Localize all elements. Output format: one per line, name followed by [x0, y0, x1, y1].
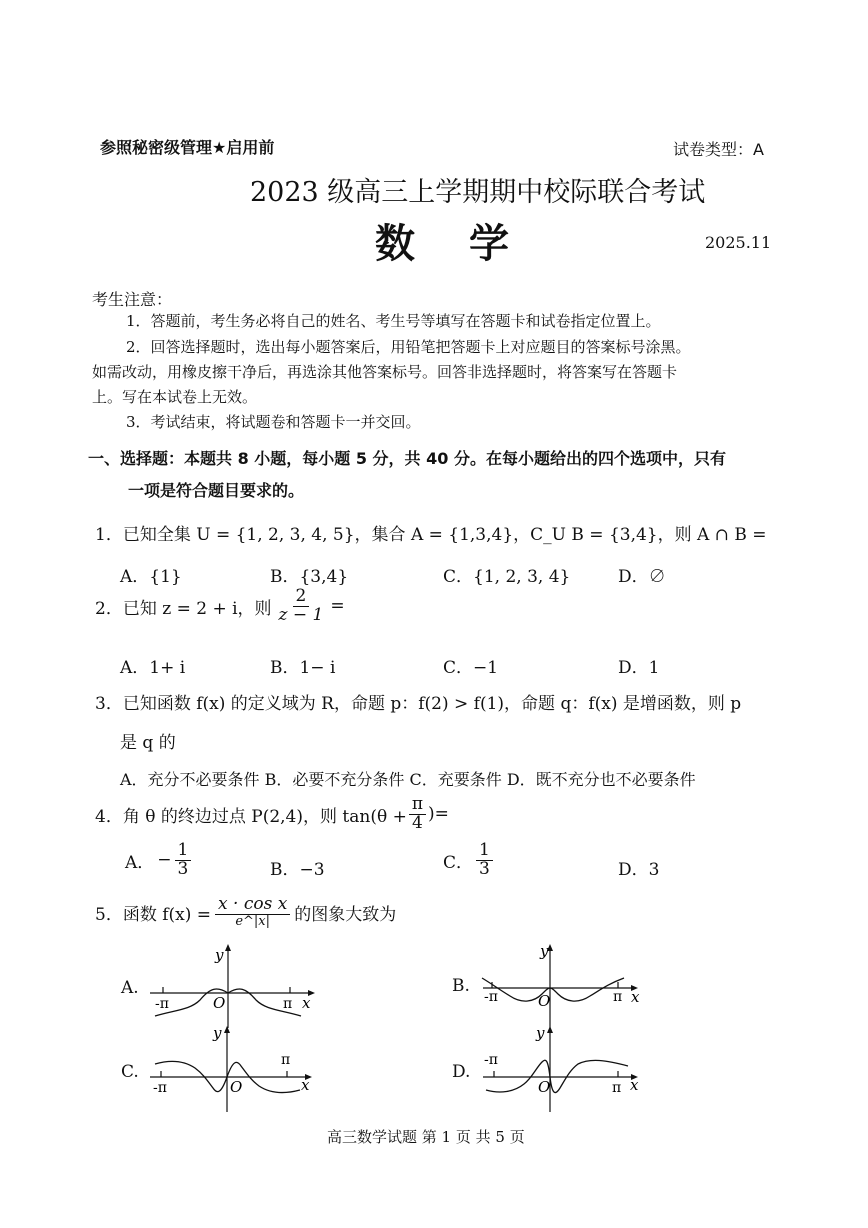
- question-1-option-c: C．{1, 2, 3, 4}: [443, 567, 571, 587]
- section-heading-line-1: 一、选择题：本题共 8 小题，每小题 5 分，共 40 分。在每小题给出的四个选项中，只有: [88, 449, 726, 468]
- question-5-fraction-numerator: x · cos x: [215, 896, 290, 915]
- graph-b-curve: [482, 978, 624, 1001]
- question-4-fraction: [409, 796, 426, 833]
- graph-c-origin-label: O: [230, 1078, 243, 1096]
- question-4-option-a-numerator: 1: [175, 842, 192, 861]
- question-2-option-c: C．−1: [443, 658, 499, 678]
- graph-d-neg-pi-label: -π: [484, 1052, 498, 1068]
- question-1-option-b: B．{3,4}: [270, 567, 349, 587]
- graph-d-pi-label: π: [612, 1080, 622, 1096]
- question-3-stem-line-1: 3．已知函数 f(x) 的定义域为 R，命题 p：f(2) > f(1)，命题 q：f(x) 是增函数，则 p: [95, 694, 742, 714]
- question-2-option-b: B．1− i: [270, 658, 336, 678]
- page-footer: 高三数学试题 第 1 页 共 5 页: [327, 1128, 525, 1146]
- subject-title: 数学: [375, 220, 563, 267]
- graph-a-y-label: y: [215, 946, 224, 964]
- question-2-stem-suffix: =: [330, 596, 345, 617]
- question-3-options: A．充分不必要条件 B．必要不充分条件 C．充要条件 D．既不充分也不必要条件: [120, 770, 696, 789]
- notice-item-2-line-2: 如需改动，用橡皮擦干净后，再选涂其他答案标号。回答非选择题时，将答案写在答题卡: [92, 363, 678, 381]
- graph-d-y-arrow: [547, 1026, 553, 1033]
- question-5-fraction-denominator: e^|x|: [235, 913, 270, 929]
- question-4-fraction-numerator: π: [409, 796, 426, 815]
- question-2-fraction: [276, 588, 327, 625]
- graph-a-pi-label: π: [283, 996, 293, 1012]
- graph-c-pi-label: π: [281, 1052, 291, 1068]
- question-4-option-a: [125, 842, 191, 879]
- question-1-option-a: A．{1}: [120, 567, 182, 587]
- graph-a-y-arrow: [225, 944, 231, 951]
- section-heading-line-2: 一项是符合题目要求的。: [128, 481, 305, 500]
- paper-type-label: 试卷类型：A: [673, 140, 764, 159]
- question-4-stem-prefix: 4．角 θ 的终边过点 P(2,4)，则 tan(θ +: [95, 806, 407, 827]
- graph-a: [145, 938, 325, 1030]
- question-2-fraction-denominator: z − 1: [278, 604, 324, 625]
- question-4-option-c-denominator: 3: [479, 858, 490, 879]
- question-2-fraction-numerator: 2: [293, 588, 310, 607]
- question-4-option-d: D．3: [618, 860, 660, 880]
- question-4-option-a-label: A．: [125, 852, 155, 873]
- graph-b-y-label: y: [540, 942, 549, 960]
- graph-c: [145, 1022, 325, 1114]
- confidential-label: 参照秘密级管理★启用前: [100, 138, 275, 157]
- graph-c-neg-pi-label: -π: [153, 1080, 167, 1096]
- graph-label-b: B.: [452, 976, 470, 996]
- graph-c-x-label: x: [301, 1076, 310, 1094]
- question-4-option-a-fraction: [175, 842, 192, 879]
- graph-d-x-label: x: [630, 1076, 639, 1094]
- question-2-option-d: D．1: [618, 658, 660, 678]
- graph-b-x-label: x: [631, 988, 640, 1006]
- exam-title: 2023 级高三上学期期中校际联合考试: [250, 177, 706, 208]
- question-1-option-d: D．∅: [618, 567, 666, 587]
- notice-item-2-line-1: 2．回答选择题时，选出每小题答案后，用铅笔把答题卡上对应题目的答案标号涂黑。: [126, 338, 691, 356]
- question-4-option-a-denominator: 3: [177, 858, 189, 879]
- graph-b: [478, 938, 658, 1030]
- notice-item-3: 3．考试结束，将试题卷和答题卡一并交回。: [126, 413, 421, 431]
- exam-date: 2025.11: [705, 233, 772, 252]
- question-5-stem-prefix: 5．函数 f(x) =: [95, 904, 212, 925]
- question-4-option-c-numerator: 1: [476, 842, 493, 861]
- question-4-option-c: [443, 842, 493, 879]
- graph-c-y-arrow: [224, 1026, 230, 1033]
- question-4-option-a-sign: −: [157, 850, 172, 871]
- question-4-option-c-fraction: [476, 842, 493, 879]
- question-3-stem-line-2: 是 q 的: [120, 733, 176, 753]
- question-4-option-b: B．−3: [270, 860, 325, 880]
- notice-item-1: 1．答题前，考生务必将自己的姓名、考生号等填写在答题卡和试卷指定位置上。: [126, 312, 661, 330]
- graph-b-neg-pi-label: -π: [484, 989, 498, 1005]
- question-4-stem-suffix: )=: [428, 804, 449, 825]
- question-4-fraction-denominator: 4: [412, 812, 423, 833]
- graph-c-y-label: y: [213, 1024, 222, 1042]
- question-2-stem: [95, 588, 345, 625]
- graph-d: [478, 1022, 658, 1114]
- question-5-stem: [95, 896, 396, 928]
- question-4-stem: [95, 796, 449, 833]
- graph-b-pi-label: π: [613, 989, 623, 1005]
- notice-item-2-line-3: 上。写在本试卷上无效。: [92, 388, 258, 406]
- graph-d-origin-label: O: [538, 1078, 551, 1096]
- graph-a-x-label: x: [302, 994, 311, 1012]
- graph-a-origin-label: O: [213, 994, 226, 1012]
- graph-label-d: D.: [452, 1062, 471, 1082]
- question-2-option-a: A．1+ i: [120, 658, 186, 678]
- question-4-option-c-label: C．: [443, 852, 474, 873]
- graph-b-origin-label: O: [538, 992, 551, 1010]
- question-2-stem-prefix: 2．已知 z = 2 + i，则: [95, 598, 272, 619]
- graph-label-a: A.: [121, 978, 139, 998]
- graph-a-neg-pi-label: -π: [155, 996, 169, 1012]
- graph-d-y-label: y: [536, 1024, 545, 1042]
- question-5-fraction: [215, 896, 290, 928]
- graph-d-curve: [486, 1060, 628, 1092]
- notice-heading: 考生注意：: [92, 290, 173, 309]
- question-5-stem-suffix: 的图象大致为: [294, 904, 397, 925]
- question-1-stem: 1．已知全集 U = {1, 2, 3, 4, 5}，集合 A = {1,3,4}，C_U B = {3,4}，则 A ∩ B =: [95, 525, 767, 545]
- graph-label-c: C.: [121, 1062, 139, 1082]
